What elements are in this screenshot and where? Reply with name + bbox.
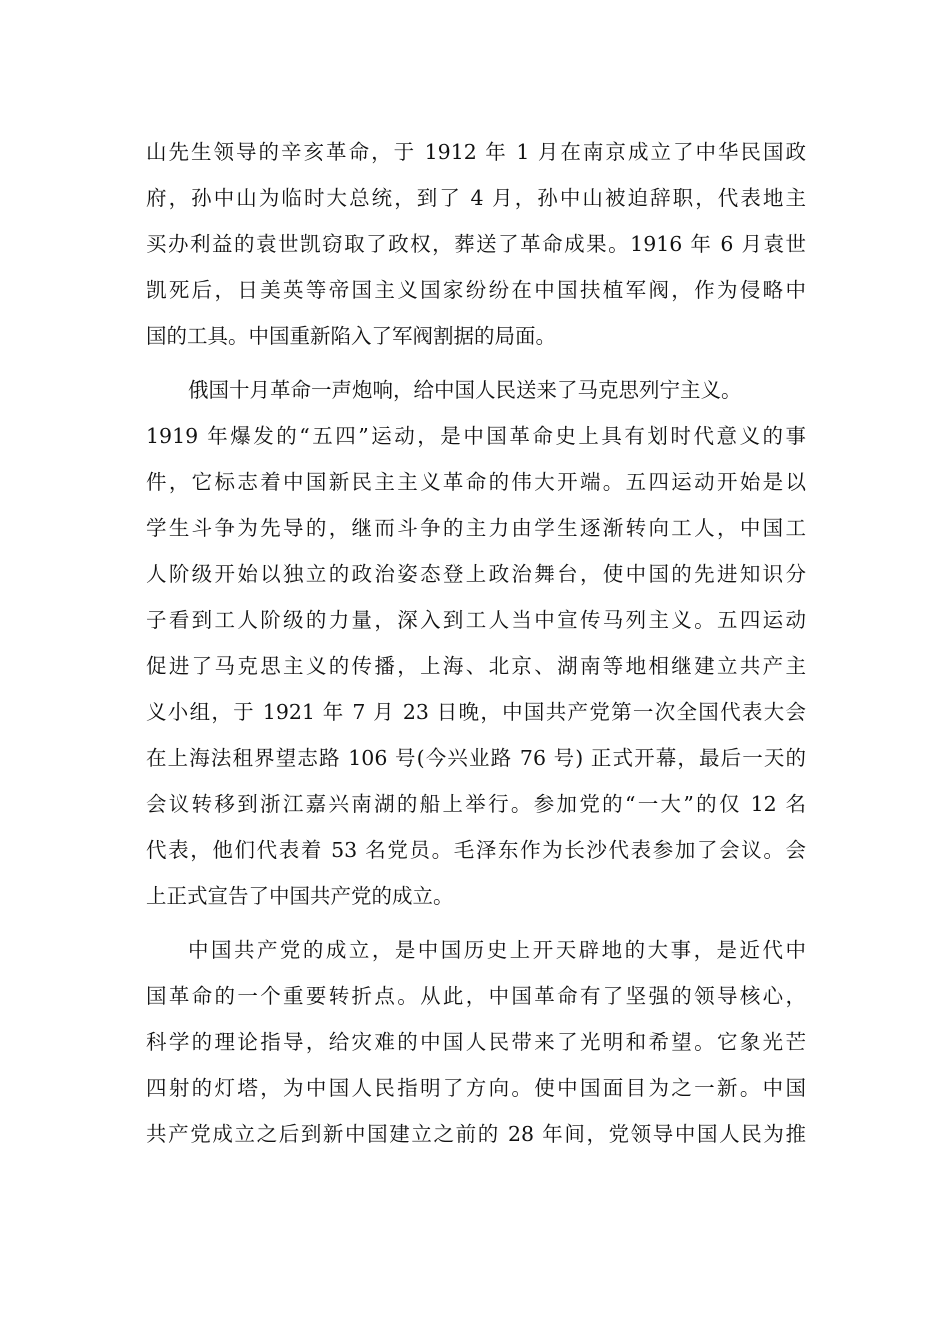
text-line: 凯死后，日美英等帝国主义国家纷纷在中国扶植军阀，作为侵略中 <box>146 278 806 302</box>
text-line: 1919 年爆发的“五四”运动，是中国革命史上具有划时代意义的事 <box>146 424 806 448</box>
text-line: 府，孙中山为临时大总统，到了 4 月，孙中山被迫辞职，代表地主 <box>146 186 806 210</box>
text-line: 人阶级开始以独立的政治姿态登上政治舞台，使中国的先进知识分 <box>146 562 806 586</box>
text-line: 科学的理论指导，给灾难的中国人民带来了光明和希望。它象光芒 <box>146 1030 806 1054</box>
paragraph-3 <box>146 927 806 1157</box>
text-line: 在上海法租界望志路 106 号(今兴业路 76 号) 正式开幕，最后一天的 <box>146 746 806 770</box>
text-line: 国革命的一个重要转折点。从此，中国革命有了坚强的领导核心， <box>146 984 806 1008</box>
text-line: 子看到工人阶级的力量，深入到工人当中宣传马列主义。五四运动 <box>146 608 806 632</box>
text-line: 共产党成立之后到新中国建立之前的 28 年间，党领导中国人民为推 <box>146 1122 806 1146</box>
text-line: 代表，他们代表着 53 名党员。毛泽东作为长沙代表参加了会议。会 <box>146 838 806 862</box>
paragraph-gap <box>146 919 806 927</box>
text-line: 国的工具。中国重新陷入了军阀割据的局面。 <box>146 324 556 348</box>
text-line: 学生斗争为先导的，继而斗争的主力由学生逐渐转向工人，中国工 <box>146 516 806 540</box>
body-text <box>146 129 806 1157</box>
text-line: 促进了马克思主义的传播，上海、北京、湖南等地相继建立共产主 <box>146 654 806 678</box>
paragraph-gap <box>146 359 806 367</box>
text-line: 件，它标志着中国新民主主义革命的伟大开端。五四运动开始是以 <box>146 470 806 494</box>
text-line: 山先生领导的辛亥革命，于 1912 年 1 月在南京成立了中华民国政 <box>146 140 806 164</box>
text-line: 上正式宣告了中国共产党的成立。 <box>146 884 454 908</box>
text-line: 四射的灯塔，为中国人民指明了方向。使中国面目为之一新。中国 <box>146 1076 806 1100</box>
text-line: 俄国十月革命一声炮响，给中国人民送来了马克思列宁主义。 <box>188 378 742 402</box>
text-line: 义小组，于 1921 年 7 月 23 日晚，中国共产党第一次全国代表大会 <box>146 700 806 724</box>
text-line: 会议转移到浙江嘉兴南湖的船上举行。参加党的“一大”的仅 12 名 <box>146 792 806 816</box>
text-line: 中国共产党的成立，是中国历史上开天辟地的大事，是近代中 <box>188 938 806 962</box>
paragraph-2 <box>146 367 806 919</box>
text-line: 买办利益的袁世凯窃取了政权，葬送了革命成果。1916 年 6 月袁世 <box>146 232 806 256</box>
paragraph-1 <box>146 129 806 359</box>
